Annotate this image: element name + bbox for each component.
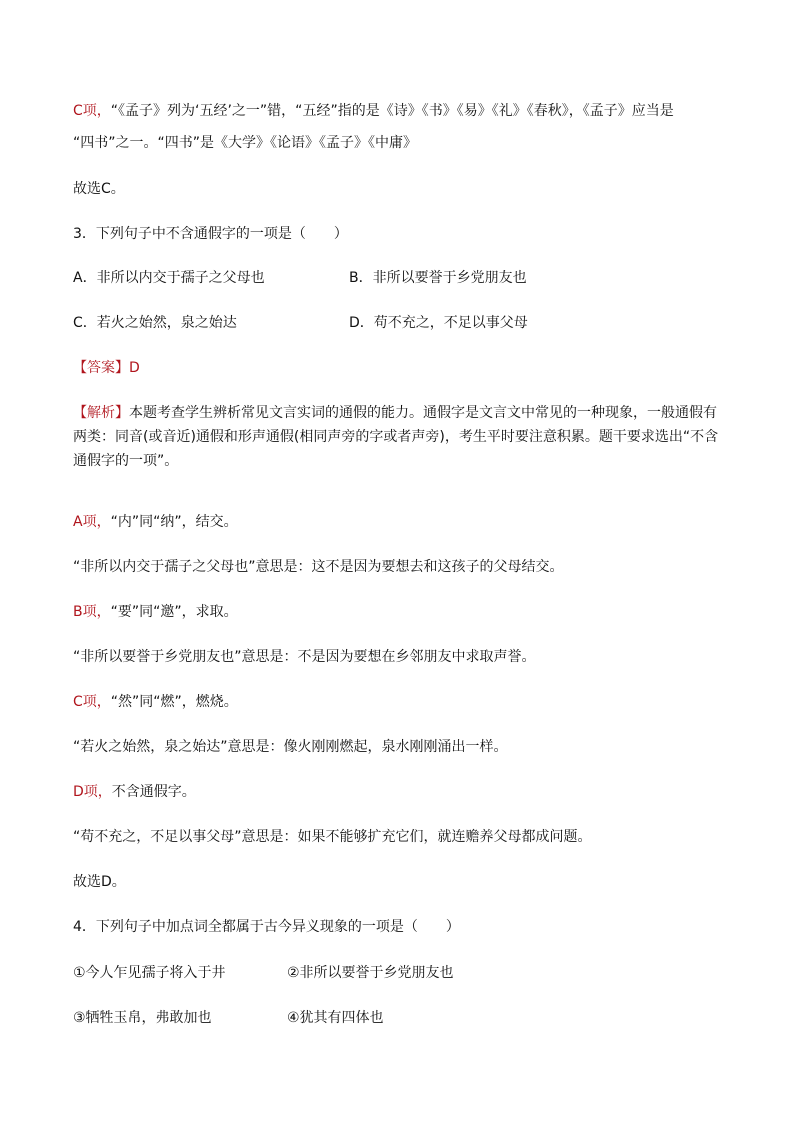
q3-b-meaning: “非所以要誉于乡党朋友也”意思是：不是因为要想在乡邻朋友中求取声誉。: [73, 649, 536, 665]
choose-d: 故选D。: [73, 874, 126, 890]
c-item-line-2: “四书”之一。“四书”是《大学》《论语》《孟子》《中庸》: [73, 135, 418, 151]
analysis-text: 本题考查学生辨析常见文言实词的通假的能力。通假字是文言文中常见的一种现象，一般通假有两类：同音(或音近)通假和形声通假(相同声旁的字或者声旁)，考生平时要注意积累。题干要求选出“不含通假字的一项”。: [73, 405, 719, 469]
q3-answer: [73, 358, 140, 378]
q4-stem: 4．下列句子中加点词全都属于古今异义现象的一项是（ ）: [73, 919, 460, 935]
q3-stem: 3．下列句子中不含通假字的一项是（ ）: [73, 226, 348, 242]
answer-value: D: [129, 360, 140, 376]
q3-a-meaning: “非所以内交于孺子之父母也”意思是：这不是因为要想去和这孩子的父母结交。: [73, 559, 564, 575]
answer-tag: 【答案】: [73, 360, 129, 376]
q4-item-4: ④犹其有四体也: [287, 1010, 384, 1026]
c-item-prefix: C项，: [73, 103, 111, 119]
q3-option-c: C．若火之始然，泉之始达: [73, 315, 237, 331]
q3-analysis: [73, 401, 725, 473]
q3-option-d: D．苟不充之，不足以事父母: [349, 315, 528, 331]
q3-a-note: A项，“内”同“纳”，结交。: [73, 514, 238, 530]
q3-option-b: B．非所以要誉于乡党朋友也: [349, 270, 527, 286]
choose-c: 故选C。: [73, 181, 125, 197]
q4-item-2: ②非所以要誉于乡党朋友也: [287, 965, 454, 981]
q3-c-meaning: “若火之始然，泉之始达”意思是：像火刚刚燃起，泉水刚刚涌出一样。: [73, 739, 508, 755]
c-prefix: C项，: [73, 694, 111, 710]
q3-option-a: A．非所以内交于孺子之父母也: [73, 270, 265, 286]
q3-d-note: D项，不含通假字。: [73, 784, 196, 800]
q4-item-1: ①今人乍见孺子将入于井: [73, 965, 226, 981]
q3-b-note: B项，“要”同“邀”，求取。: [73, 604, 238, 620]
q3-c-note: C项，“然”同“燃”，燃烧。: [73, 694, 238, 710]
analysis-tag: 【解析】: [73, 405, 129, 421]
q4-item-3: ③牺牲玉帛，弗敢加也: [73, 1010, 212, 1026]
a-prefix: A项，: [73, 514, 111, 530]
b-prefix: B项，: [73, 604, 111, 620]
c-item-line-1: [73, 101, 674, 121]
q3-d-meaning: “苟不充之，不足以事父母”意思是：如果不能够扩充它们，就连赡养父母都成问题。: [73, 829, 592, 845]
d-prefix: D项，: [73, 784, 112, 800]
c-item-text-1: “《孟子》列为‘五经’之一”错，“五经”指的是《诗》《书》《易》《礼》《春秋》，《孟子》应当是: [110, 103, 674, 119]
